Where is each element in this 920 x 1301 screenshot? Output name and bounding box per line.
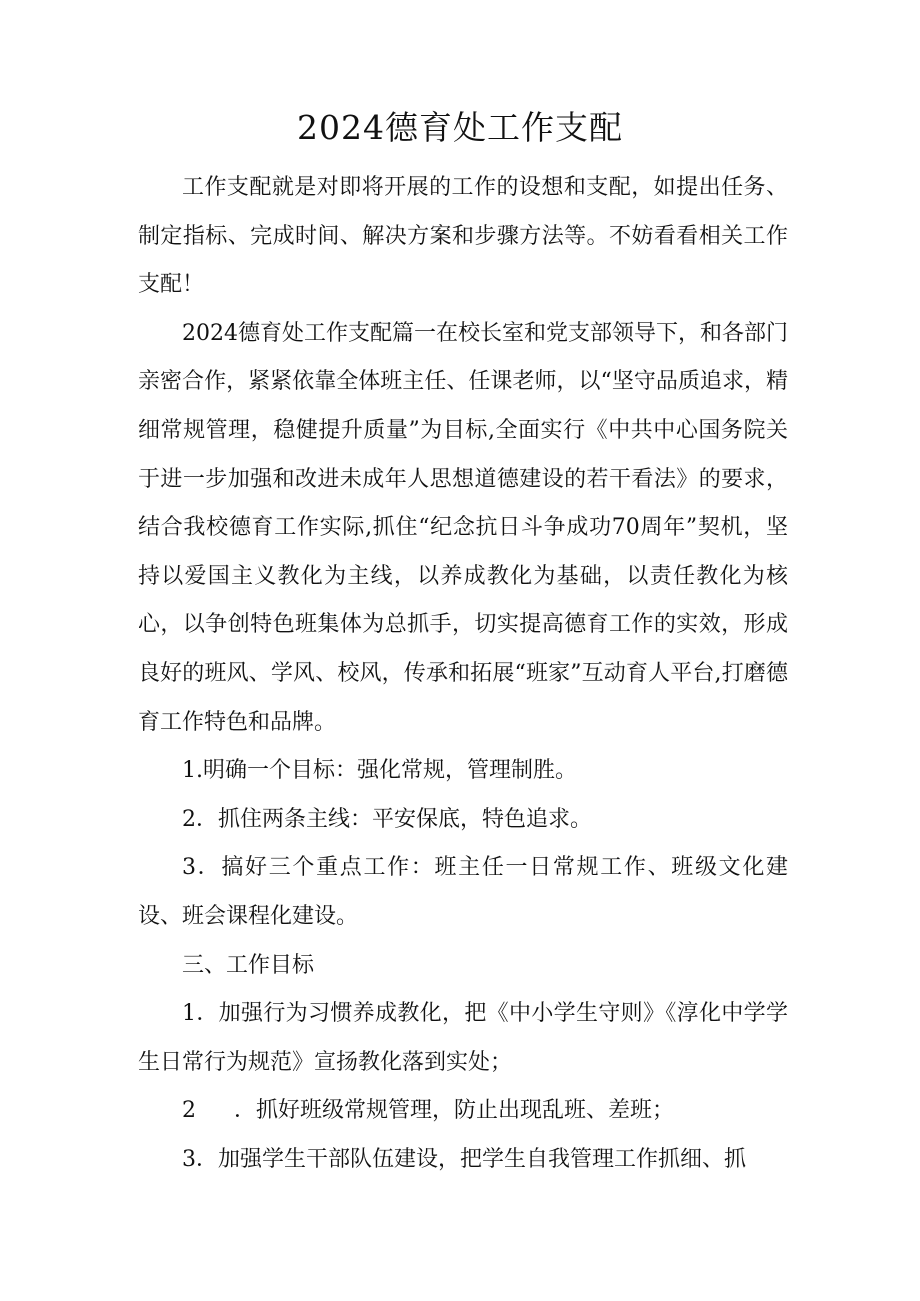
section-heading-work-goals: 三、工作目标 (182, 952, 315, 978)
document-body (138, 164, 788, 1184)
goal-item-student-cadres: 3．加强学生干部队伍建设，把学生自我管理工作抓细、抓 (182, 1146, 746, 1172)
list-item-key-work: 3．搞好三个重点工作：班主任一日常规工作、班级文化建设、班会课程化建设。 (138, 855, 788, 929)
list-item-main-lines: 2．抓住两条主线：平安保底，特色追求。 (182, 806, 592, 832)
document-title: 2024德育处工作支配 (297, 108, 623, 147)
goal-item-number: 2 (182, 1098, 196, 1124)
goal-item-habits: 1．加强行为习惯养成教化，把《中小学生守则》《淳化中学学生日常行为规范》宣扬教化落到实处； (138, 1001, 788, 1075)
goal-item-text: ．抓好班级常规管理，防止出现乱班、差班； (234, 1098, 675, 1124)
section-one-paragraph: 2024德育处工作支配篇一在校长室和党支部领导下，和各部门亲密合作，紧紧依靠全体班主任、任课老师，以“坚守品质追求，精细常规管理，稳健提升质量”为目标,全面实行《中共中心国务院关于进一步加强和改进未成年人思想道德建设的若干看法》的要求，结合我校德育工作实际,抓住“纪念抗日斗争成功70周年”契机，坚持以爱国主义教化为主线，以养成教化为基础，以责任教化为核心，以争创特色班集体为总抓手，切实提高德育工作的实效，形成良好的班风、学风、校风，传承和拓展“班家”互动育人平台,打磨德育工作特色和品牌。 (138, 320, 788, 735)
intro-paragraph: 工作支配就是对即将开展的工作的设想和支配，如提出任务、制定指标、完成时间、解决方案和步骤方法等。不妨看看相关工作支配！ (138, 175, 788, 298)
goal-item-class-management (138, 1087, 788, 1136)
list-item-goal: 1.明确一个目标：强化常规，管理制胜。 (182, 758, 577, 784)
